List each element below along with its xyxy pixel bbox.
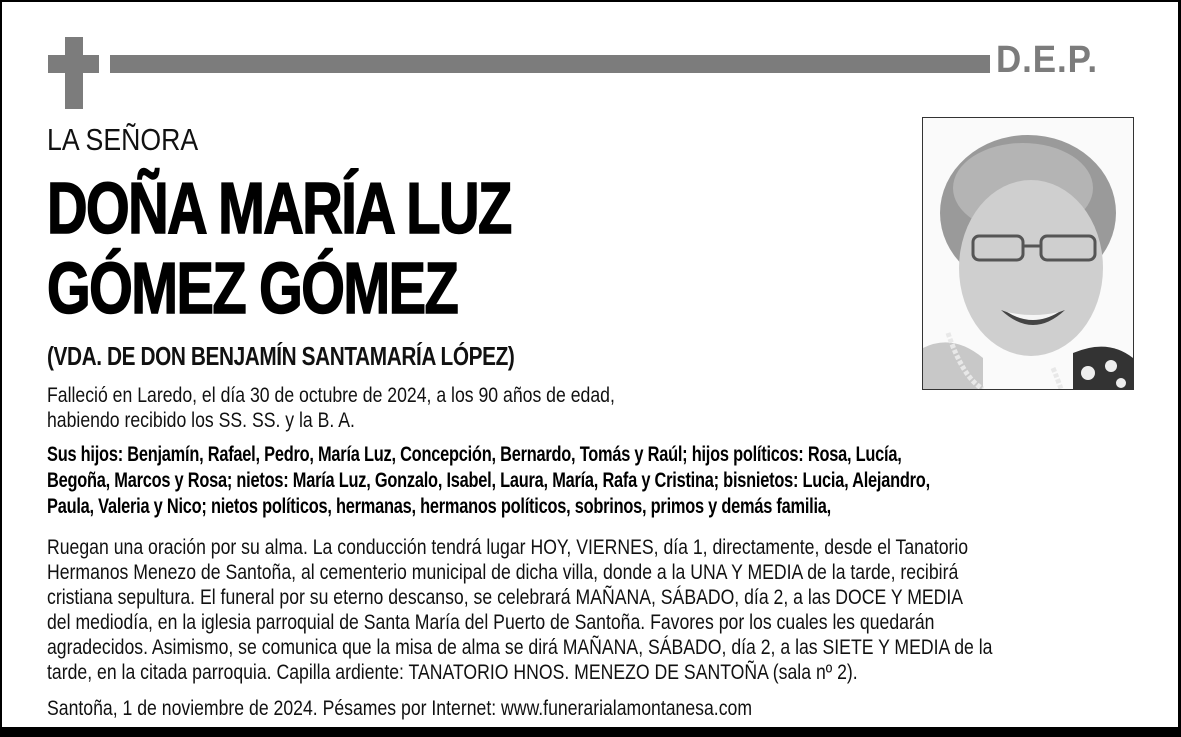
death-notice-line: habiendo recibido los SS. SS. y la B. A. [47,409,355,432]
service-line: tarde, en la citada parroquia. Capilla ardiente: TANATORIO HNOS. MENEZO DE SANTOÑA (sala nº 2). [47,661,858,684]
deceased-name [47,169,511,329]
family-line: Begoña, Marcos y Rosa; nietos: María Luz, Gonzalo, Isabel, Laura, María, Rafa y Cristina; bisnietos: Lucia, Alejandro, [47,469,930,492]
cross-icon [65,37,83,109]
family-line: Paula, Valeria y Nico; nietos políticos, hermanas, hermanos políticos, sobrinos, primos y demás familia, [47,495,831,518]
service-line: Ruegan una oración por su alma. La conducción tendrá lugar HOY, VIERNES, día 1, directamente, desde el Tanatorio [47,536,969,559]
widow-of: (VDA. DE DON BENJAMÍN SANTAMARÍA LÓPEZ) [47,341,515,371]
obituary-notice [2,2,1178,727]
deceased-name-line-2: GÓMEZ GÓMEZ [47,249,458,329]
deceased-name-line-1: DOÑA MARÍA LUZ [47,169,511,249]
portrait-photo [922,117,1134,390]
service-line: Hermanos Menezo de Santoña, al cementerio municipal de dicha villa, donde a la UNA Y MEDIA de la tarde, recibirá [47,561,959,584]
service-line: cristiana sepultura. El funeral por su eterno descanso, se celebrará MAÑANA, SÁBADO, día 2, a las DOCE Y MEDIA [47,586,964,609]
header-rule [110,55,990,73]
footer-condolences: Santoña, 1 de noviembre de 2024. Pésames por Internet: www.funerarialamontanesa.com [47,697,753,720]
honorific-prefix: LA SEÑORA [47,122,199,157]
cross-icon-arm [48,55,99,73]
service-line: del mediodía, en la iglesia parroquial de Santa María del Puerto de Santoña. Favores por los cuales les quedarán [47,611,935,634]
portrait-image [923,118,1133,389]
family-line: Sus hijos: Benjamín, Rafael, Pedro, María Luz, Concepción, Bernardo, Tomás y Raúl; hijos políticos: Rosa, Lucía, [47,443,902,466]
death-notice-line: Falleció en Laredo, el día 30 de octubre de 2024, a los 90 años de edad, [47,384,615,407]
dep-label: D.E.P. [996,39,1099,81]
service-line: agradecidos. Asimismo, se comunica que la misa de alma se dirá MAÑANA, SÁBADO, día 2, a las SIETE Y MEDIA de la [47,636,993,659]
